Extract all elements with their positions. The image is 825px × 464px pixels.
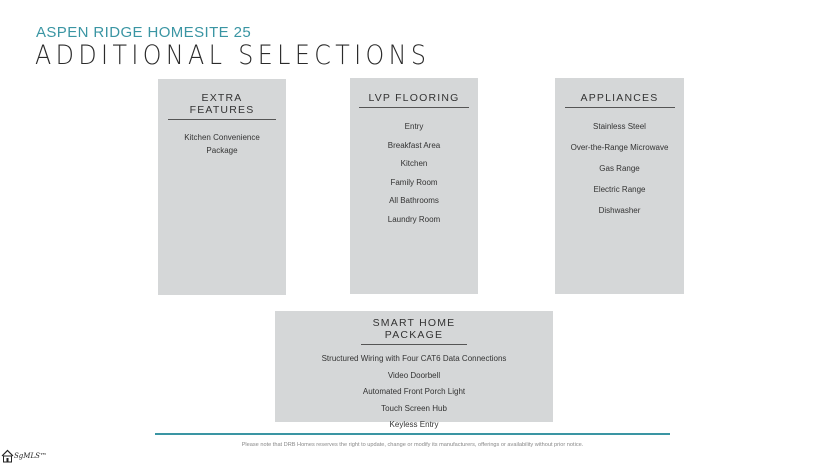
list-item: Over-the-Range Microwave bbox=[570, 143, 669, 152]
smart-home-package-heading: SMART HOME PACKAGE bbox=[361, 317, 467, 345]
appliances-panel bbox=[555, 78, 684, 294]
logo-text: SgMLS™ bbox=[14, 452, 47, 460]
community-subtitle: ASPEN RIDGE HOMESITE 25 bbox=[36, 24, 252, 41]
lvp-flooring-panel bbox=[350, 78, 478, 294]
page-title: ADDITIONAL SELECTIONS bbox=[35, 40, 431, 71]
house-icon bbox=[1, 449, 14, 463]
list-item: All Bathrooms bbox=[389, 196, 439, 205]
list-item: Laundry Room bbox=[387, 214, 441, 224]
list-item: Keyless Entry bbox=[389, 420, 439, 429]
list-item: Kitchen bbox=[400, 159, 428, 168]
extra-features-list bbox=[158, 131, 286, 157]
list-item: Breakfast Area bbox=[387, 140, 441, 150]
list-item: Family Room bbox=[390, 177, 438, 187]
list-item: Dishwasher bbox=[598, 206, 641, 215]
appliances-heading: APPLIANCES bbox=[565, 92, 675, 108]
lvp-flooring-list bbox=[350, 118, 478, 229]
mls-logo bbox=[1, 448, 47, 464]
list-item: Structured Wiring with Four CAT6 Data Connections bbox=[321, 354, 507, 363]
lvp-flooring-heading: LVP FLOORING bbox=[359, 92, 469, 108]
extra-features-panel bbox=[158, 79, 286, 295]
list-item: Automated Front Porch Light bbox=[362, 387, 466, 396]
smart-home-package-panel bbox=[275, 311, 553, 429]
list-item: Video Doorbell bbox=[387, 370, 441, 380]
list-item: Stainless Steel bbox=[593, 122, 646, 131]
list-item: Touch Screen Hub bbox=[381, 403, 447, 413]
disclaimer-text: Please note that DRB Homes reserves the right to update, change or modify its manufacturers, offerings or availability without prior notice. bbox=[241, 442, 584, 448]
extra-features-heading: EXTRA FEATURES bbox=[168, 92, 276, 120]
footer-divider bbox=[155, 433, 670, 435]
list-item: Gas Range bbox=[599, 164, 640, 173]
list-item: Kitchen Convenience Package bbox=[184, 133, 260, 155]
list-item: Electric Range bbox=[593, 185, 646, 194]
list-item: Entry bbox=[404, 122, 424, 131]
appliances-list bbox=[555, 116, 684, 221]
smart-home-package-list bbox=[275, 351, 553, 434]
